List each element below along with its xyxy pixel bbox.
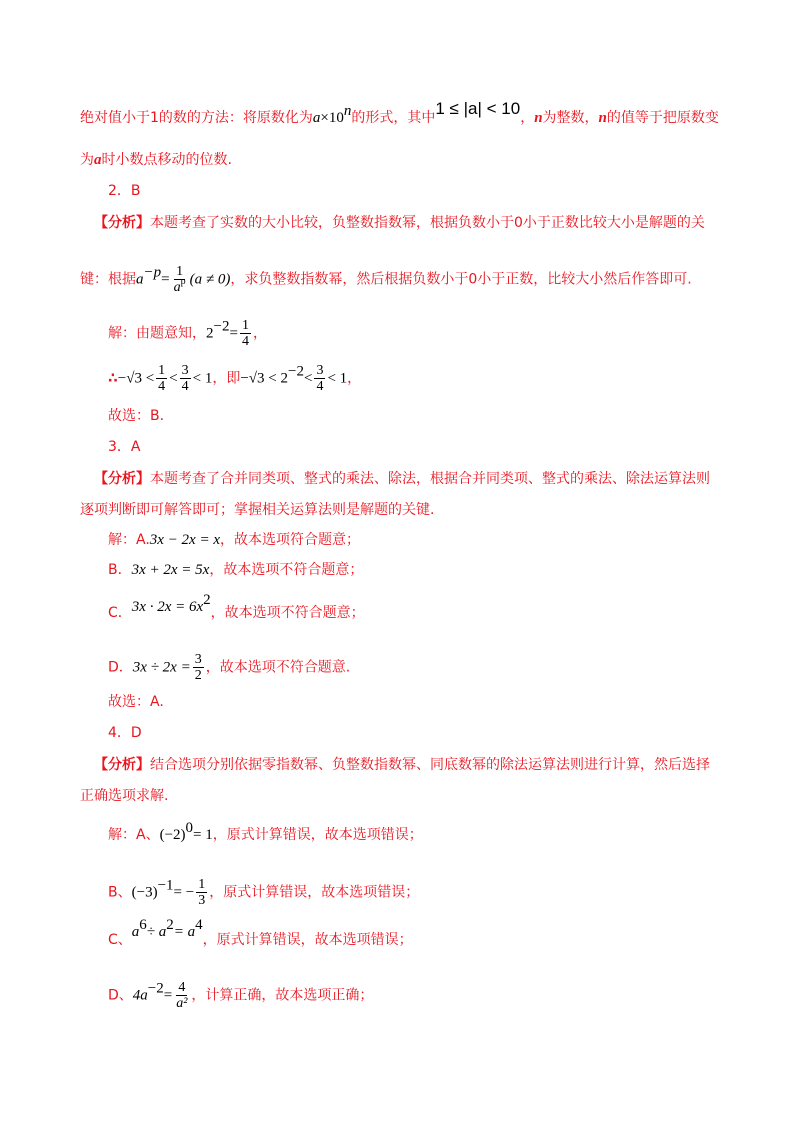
- sci-exp: n: [343, 103, 352, 119]
- q4-option-c: [108, 917, 413, 950]
- q3-b-expr: 3x + 2x = 5x: [131, 562, 210, 578]
- q3-option-c: [108, 592, 365, 623]
- q4-d-expr: 4a: [132, 987, 148, 1004]
- q4-option-d: [108, 980, 373, 1011]
- q2-sol-den: 4: [241, 334, 249, 349]
- q2-solution: [108, 318, 267, 349]
- q2-analysis-2a: 键：根据: [80, 271, 136, 288]
- q3-a-expr: 3x − 2x = x: [149, 532, 220, 548]
- q1-a2: a: [94, 152, 102, 168]
- rule-lhs-exp: −p: [143, 264, 162, 281]
- q4-c-op: ÷ a: [146, 924, 167, 940]
- q4-c-exp2: 2: [166, 917, 174, 933]
- q4-analysis-text-1: 结合选项分别依据零指数幂、负整数指数幂、同底数幂的除法运算法则进行计算，然后选择: [150, 757, 710, 773]
- q1-n2: n: [598, 110, 607, 126]
- abs-inequality: 1 ≤ |a| < 10: [435, 99, 521, 118]
- q3-analysis-text-1: 本题考查了合并同类项、整式的乘法、除法，根据合并同类项、整式的乘法、除法运算法则: [150, 471, 710, 487]
- q2-chain: [108, 363, 361, 394]
- q1-text-e: 的值等于把原数变: [606, 110, 719, 126]
- q1-line2-a: 为: [80, 152, 94, 168]
- q4-d-num: 4: [178, 980, 186, 995]
- q3-d-label: D．: [108, 659, 133, 676]
- q2-analysis-text-1: 本题考查了实数的大小比较，负整数指数幂，根据负数小于0小于正数比较大小是解题的关: [150, 215, 705, 231]
- q1-line-1: [80, 99, 719, 128]
- rule-lhs: a: [136, 271, 144, 288]
- q2-sol-num: 1: [241, 318, 249, 333]
- rule-num: 1: [176, 264, 184, 279]
- q4-c-expr1: a: [131, 924, 140, 940]
- q4-d-eq: =: [163, 987, 173, 1004]
- q3-analysis-2: 逐项判断即可解答即可；掌握相关运算法则是解题的关键.: [80, 502, 435, 518]
- q3-c-text: ，故本选项不符合题意；: [210, 605, 365, 621]
- chain-c: < 1: [192, 370, 213, 387]
- q4-option-b: [108, 877, 419, 908]
- q3-c-label: C．: [108, 605, 132, 621]
- q1-text-a: 绝对值小于1的数的方法：将原数化为: [80, 110, 313, 126]
- q3-option-d: [108, 652, 350, 683]
- therefore-symbol: ∴: [108, 370, 118, 387]
- q4-a-rhs: = 1: [193, 827, 213, 843]
- q1-line-2: [80, 150, 232, 170]
- q4-analysis-1: [94, 755, 710, 775]
- q2-sol-fraction: [240, 318, 251, 349]
- q4-c-exp1: 6: [139, 917, 147, 933]
- q4-c-math: [131, 917, 203, 940]
- rule-den: a: [173, 280, 181, 295]
- q4-b-fraction: [196, 877, 207, 908]
- q4-a-label: 解：A、: [108, 827, 160, 843]
- q2-number: 2．B: [108, 183, 141, 199]
- q1-text-b: 的形式，其中: [351, 110, 436, 126]
- q4-number: 4．D: [108, 725, 142, 741]
- q4-c-label: C、: [108, 932, 132, 948]
- q3-analysis-tag: 【分析】: [94, 471, 150, 487]
- rule-den-exp: p: [180, 276, 186, 287]
- chain-e: <: [303, 370, 313, 387]
- q3-answer: 故选：A.: [108, 694, 164, 710]
- q2-analysis-2b: ，求负整数指数幂，然后根据负数小于0小于正数，比较大小然后作答即可.: [230, 271, 692, 288]
- q4-d-label: D、: [108, 987, 133, 1004]
- q3-c-expr: 3x · 2x = 6x: [131, 599, 204, 615]
- chain-b: <: [169, 370, 178, 387]
- q4-b-text: ，原式计算错误，故本选项错误；: [209, 884, 420, 901]
- q4-b-exp: −1: [157, 877, 174, 894]
- q3-d-text: ，故本选项不符合题意.: [205, 659, 351, 676]
- q4-c-exp3: 4: [195, 917, 203, 933]
- q4-b-num: 1: [198, 877, 206, 892]
- chain-frac-1: [156, 363, 167, 394]
- q3-d-fraction: [193, 652, 204, 683]
- q4-analysis-tag: 【分析】: [94, 757, 150, 773]
- q4-a-expr: (−2): [159, 827, 186, 843]
- rule-condition: (a ≠ 0): [189, 271, 231, 288]
- q2-analysis-1: [94, 213, 705, 233]
- q3-a-text: ，故本选项符合题意；: [220, 532, 360, 548]
- q3-d-num: 3: [194, 652, 202, 667]
- chain-d-exp: −2: [288, 363, 304, 380]
- q3-c-exp: 2: [203, 592, 211, 608]
- q4-d-exp: −2: [147, 980, 164, 997]
- q4-c-eq: = a: [173, 924, 196, 940]
- chain-f1-den: 4: [158, 379, 166, 394]
- q4-a-text: ，原式计算错误，故本选项错误；: [212, 827, 423, 843]
- chain-frac-3: [314, 363, 325, 394]
- q2-sol-label: 解：由题意知，: [108, 325, 206, 342]
- q2-sol-lhs-exp: −2: [213, 318, 230, 335]
- q3-a-label: 解：A.: [108, 532, 150, 548]
- q4-a-exp: 0: [185, 820, 194, 836]
- q1-n1: n: [534, 110, 543, 126]
- q1-text-c: ，: [520, 110, 535, 126]
- q4-d-text: ，计算正确，故本选项正确；: [191, 987, 374, 1004]
- chain-f1-num: 1: [158, 363, 166, 378]
- q4-d-fraction: [174, 980, 189, 1011]
- chain-sep: ，即: [212, 370, 241, 387]
- q4-option-a: [108, 820, 423, 845]
- q2-analysis-2: [80, 264, 692, 295]
- q4-d-den: a²: [176, 996, 188, 1011]
- chain-f3-num: 3: [316, 363, 324, 378]
- chain-a: −√3 <: [117, 370, 155, 387]
- q4-b-expr: (−3): [131, 884, 158, 901]
- q2-sol-end: ，: [252, 325, 267, 342]
- chain-f2-den: 4: [181, 379, 189, 394]
- chain-f3-den: 4: [316, 379, 324, 394]
- q3-d-expr: 3x ÷ 2x =: [132, 659, 191, 676]
- q3-analysis-1: [94, 469, 710, 489]
- q2-sol-eq: =: [229, 325, 238, 342]
- q4-b-rhs: = −: [173, 884, 195, 901]
- chain-f: < 1: [327, 370, 348, 387]
- q4-b-den: 3: [198, 893, 206, 908]
- q3-d-den: 2: [194, 668, 202, 683]
- q4-c-text: ，原式计算错误，故本选项错误；: [202, 932, 413, 948]
- rule-eq: =: [161, 271, 170, 288]
- q3-number: 3．A: [108, 439, 141, 455]
- sci-times: ×10: [320, 110, 344, 126]
- q2-sol-lhs: 2: [206, 325, 214, 342]
- q3-option-b: [108, 560, 363, 580]
- sci-a: a: [312, 110, 321, 126]
- chain-end: ，: [347, 370, 362, 387]
- chain-d: −√3 < 2: [240, 370, 288, 387]
- q3-option-a: [108, 530, 360, 550]
- rule-fraction: [172, 264, 188, 295]
- q4-analysis-2: 正确选项求解.: [80, 788, 169, 804]
- q1-line2-b: 时小数点移动的位数.: [101, 152, 232, 168]
- chain-frac-2: [180, 363, 191, 394]
- q2-answer: 故选：B.: [108, 408, 165, 424]
- q3-b-label: B．: [108, 562, 132, 578]
- q2-analysis-tag: 【分析】: [94, 215, 150, 231]
- q1-text-d: 为整数，: [542, 110, 599, 126]
- q4-b-label: B、: [108, 884, 132, 901]
- q3-b-text: ，故本选项不符合题意；: [209, 562, 364, 578]
- chain-f2-num: 3: [181, 363, 189, 378]
